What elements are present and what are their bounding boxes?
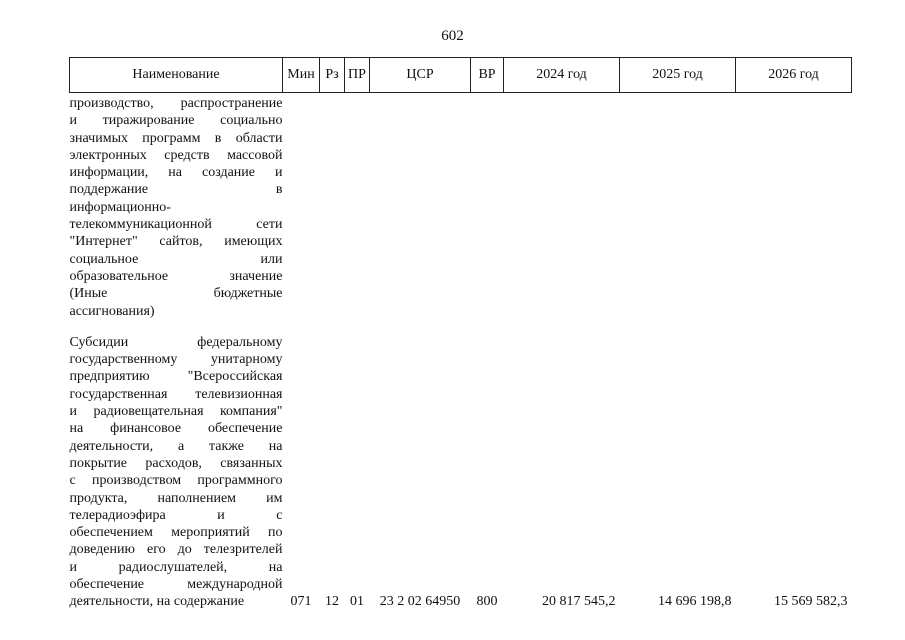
header-2024: 2024 год [504, 58, 620, 93]
description-line: покрытие расходов, связанных [69, 455, 283, 471]
description-line: предприятию "Всероссийская [69, 369, 283, 385]
cell-pr [345, 93, 370, 334]
cell-vr [471, 93, 504, 334]
header-name: Наименование [70, 58, 283, 93]
table-header-row [70, 58, 852, 93]
cell-vr: 800 [476, 594, 498, 610]
budget-table [69, 57, 852, 611]
description-line: обеспечение международной [69, 577, 283, 593]
description-line: Субсидии федеральному [69, 334, 283, 350]
description-line: и радиовещательная компания" [69, 404, 283, 420]
cell-2026: 15 569 582,3 [774, 594, 848, 610]
description-line: информации, на создание и [69, 165, 283, 181]
cell-rz: 12 [325, 594, 339, 610]
description-line: ассигнования) [69, 303, 155, 319]
cell-2024: 20 817 545,2 [542, 594, 616, 610]
table-row [70, 93, 852, 334]
cell-rz [320, 93, 345, 334]
description-line: электронных средств массовой [69, 147, 283, 163]
description-line: государственная телевизионная [69, 386, 283, 402]
cell-csr [370, 93, 471, 334]
header-vr: ВР [471, 58, 504, 93]
cell-2026 [736, 93, 852, 334]
description-line: с производством программного [69, 473, 283, 489]
description-line: доведению его до телезрителей [69, 542, 283, 558]
description-line: информационно- [69, 199, 171, 215]
cell-2025: 14 696 198,8 [658, 594, 732, 610]
cell-2025 [620, 93, 736, 334]
header-2026: 2026 год [736, 58, 852, 93]
header-min: Мин [283, 58, 320, 93]
description-line: и тиражирование социально [69, 113, 283, 129]
cell-2024 [504, 93, 620, 334]
description-line: деятельности, на содержание [69, 594, 245, 610]
header-2025: 2025 год [620, 58, 736, 93]
description-line: поддержание в [69, 182, 283, 198]
header-pr: ПР [345, 58, 370, 93]
description-line: обеспечением мероприятий по [69, 525, 283, 541]
description-line: на финансовое обеспечение [69, 421, 283, 437]
cell-min: 071 [290, 594, 312, 610]
description-line: телерадиоэфира и с [69, 507, 283, 523]
table-row [70, 334, 852, 611]
description-line: социальное или [69, 251, 283, 267]
row-description [70, 334, 283, 611]
description-line: государственному унитарному [69, 352, 283, 368]
description-line: (Иные бюджетные [69, 286, 283, 302]
row-description [70, 93, 283, 334]
description-line: и радиослушателей, на [69, 559, 283, 575]
header-csr: ЦСР [370, 58, 471, 93]
cell-csr: 23 2 02 64950 [379, 594, 461, 610]
description-line: производство, распространение [69, 96, 283, 111]
page-number: 602 [441, 28, 464, 44]
description-line: значимых программ в области [69, 130, 283, 146]
description-line: деятельности, а также на [69, 438, 283, 454]
cell-min [283, 93, 320, 334]
header-rz: Рз [320, 58, 345, 93]
description-line: "Интернет" сайтов, имеющих [69, 234, 283, 250]
cell-pr: 01 [350, 594, 364, 610]
description-line: продукта, наполнением им [69, 490, 283, 506]
description-line: образовательное значение [69, 268, 283, 284]
description-line: телекоммуникационной сети [69, 217, 283, 233]
